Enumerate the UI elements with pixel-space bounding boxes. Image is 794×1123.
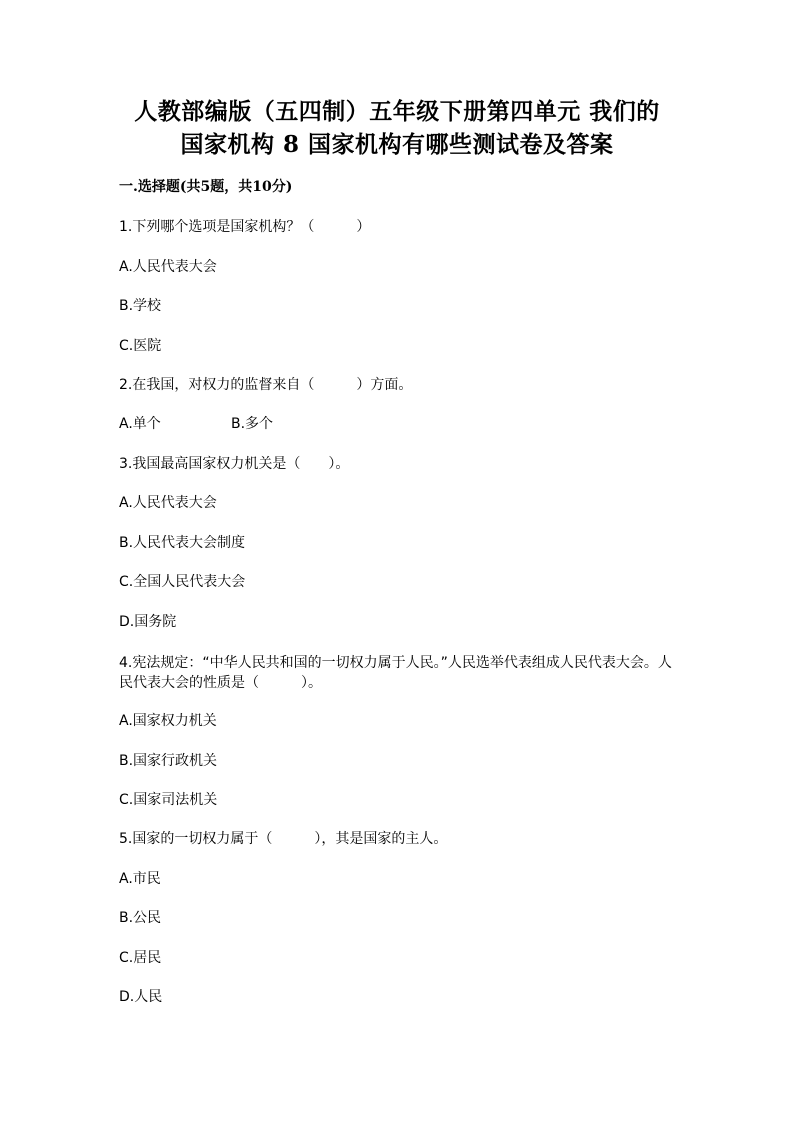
question-4-option-c: C.国家司法机关 xyxy=(119,792,218,808)
question-5-option-d: D.人民 xyxy=(119,989,163,1005)
question-2-stem: 2.在我国，对权力的监督来自（ ）方面。 xyxy=(119,377,413,393)
document-title-line-2: 国家机构 8 国家机构有哪些测试卷及答案 xyxy=(180,131,614,158)
question-4-stem: 4.宪法规定：“中华人民共和国的一切权力属于人民。”人民选举代表组成人民代表大会。人民代表大会的性质是（ ）。 xyxy=(119,655,672,691)
question-3-option-d: D.国务院 xyxy=(119,614,177,630)
question-3-option-a: A.人民代表大会 xyxy=(119,495,217,511)
question-3-stem: 3.我国最高国家权力机关是（ ）。 xyxy=(119,456,350,472)
question-3-option-b: B.人民代表大会制度 xyxy=(119,535,246,551)
question-5-option-a: A.市民 xyxy=(119,871,161,887)
question-2-option-b: B.多个 xyxy=(231,416,274,432)
question-1-option-b: B.学校 xyxy=(119,298,162,314)
question-2-option-a: A.单个 xyxy=(119,416,161,432)
question-1-stem: 1.下列哪个选项是国家机构？（ ） xyxy=(119,219,371,235)
question-1-option-c: C.医院 xyxy=(119,338,162,354)
question-5-option-c: C.居民 xyxy=(119,950,162,966)
section-heading: 一.选择题(共5题，共10分) xyxy=(119,179,293,195)
question-4-option-b: B.国家行政机关 xyxy=(119,753,218,769)
question-3-option-c: C.全国人民代表大会 xyxy=(119,574,246,590)
question-5-option-b: B.公民 xyxy=(119,910,162,926)
question-5-stem: 5.国家的一切权力属于（ ），其是国家的主人。 xyxy=(119,831,448,847)
question-4-option-a: A.国家权力机关 xyxy=(119,713,217,729)
document-title-line-1: 人教部编版（五四制）五年级下册第四单元 我们的 xyxy=(134,98,660,125)
question-1-option-a: A.人民代表大会 xyxy=(119,259,217,275)
